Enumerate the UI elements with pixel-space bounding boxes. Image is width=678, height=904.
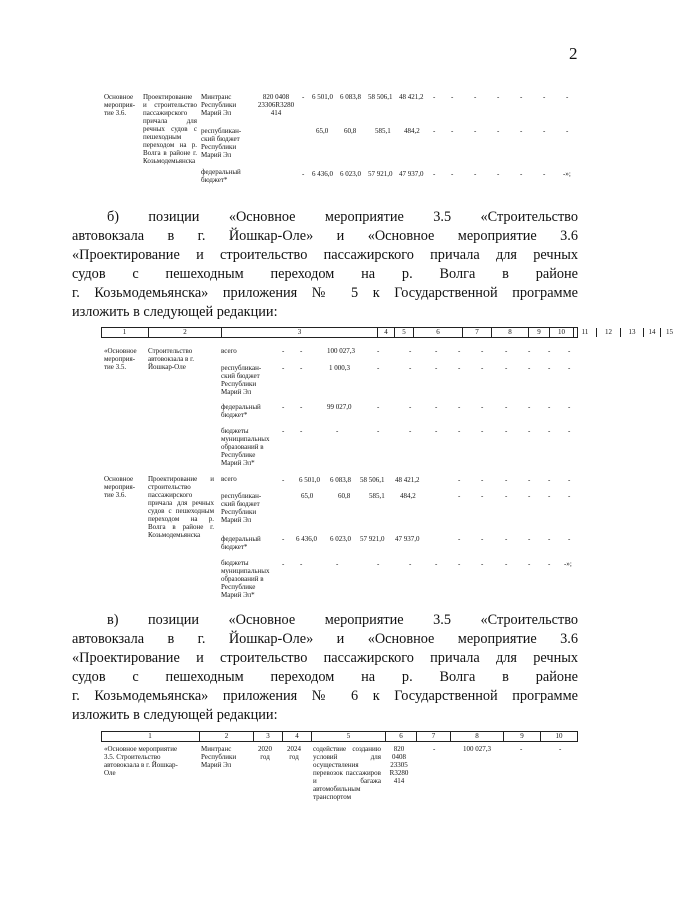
table-empty-dash: - — [300, 560, 303, 568]
table-empty-dash: - — [458, 427, 461, 435]
table-empty-dash: - — [481, 476, 484, 484]
table-header-cell: 7 — [416, 732, 450, 741]
table-cell-value: 6 501,0 — [299, 476, 320, 484]
table-header-cell: 1 — [148, 732, 152, 740]
table-header-cell: 8 — [491, 328, 528, 337]
page-number: 2 — [569, 44, 578, 63]
table-empty-dash: - — [435, 427, 438, 435]
table-cell-value: - — [451, 93, 454, 101]
table-empty-dash: - — [409, 560, 412, 568]
table-cell-value: - — [543, 170, 546, 178]
table-cell-start: 2020 год — [258, 745, 272, 761]
table-empty-dash: - — [568, 476, 571, 484]
table-empty-dash: - — [528, 560, 531, 568]
table-header-cell: 6 — [385, 732, 416, 741]
table-empty-dash: - — [435, 560, 438, 568]
table-empty-dash: - — [481, 347, 484, 355]
table-empty-dash: - — [435, 347, 438, 355]
paragraph-line: судов с пешеходным переходом на р. Волга в районе — [72, 266, 578, 282]
table-empty-dash: - — [505, 427, 508, 435]
table-cell-value: 6 083,8 — [340, 93, 361, 101]
table-empty-dash: - — [458, 403, 461, 411]
table-cell-value: - — [433, 127, 436, 135]
table-header-cell: 2 — [199, 732, 253, 741]
table-empty-dash: - — [282, 347, 285, 355]
paragraph-line: автовокзала в г. Йошкар-Оле» и «Основное мероприятие 3.6 — [72, 228, 578, 244]
table5-header — [101, 327, 673, 338]
table-cell-value: -»; — [563, 170, 571, 178]
table-cell-source: республикан-ский бюджет Республики Марий Эл — [221, 364, 262, 396]
table-cell-value: 65,0 — [301, 492, 314, 500]
table-header-cell: 14 — [643, 328, 660, 337]
table-empty-dash: - — [568, 364, 571, 372]
table-empty-dash: - — [377, 560, 380, 568]
table-empty-dash: - — [409, 403, 412, 411]
table-cell-value: - — [559, 745, 562, 753]
table-header-cell: 4 — [377, 328, 394, 337]
table-cell-value: 57 921,0 — [368, 170, 393, 178]
table-empty-dash: - — [568, 403, 571, 411]
table-cell-value: 60,8 — [344, 127, 357, 135]
table-empty-dash: - — [481, 560, 484, 568]
table-empty-dash: - — [505, 560, 508, 568]
table-empty-dash: - — [548, 403, 551, 411]
table-empty-dash: - — [282, 364, 285, 372]
table-empty-dash: - — [377, 347, 380, 355]
table-empty-dash: - — [377, 364, 380, 372]
table-empty-dash: - — [377, 427, 380, 435]
table-empty-dash: - — [300, 364, 303, 372]
table-cell-value: 1 000,3 — [329, 364, 350, 372]
table-empty-dash: - — [528, 535, 531, 543]
table-empty-dash: - — [282, 476, 285, 484]
table-empty-dash: - — [435, 403, 438, 411]
table-empty-dash: - — [409, 364, 412, 372]
table-cell-code: 820 0408 23305 R3280 414 — [389, 745, 409, 785]
table-empty-dash: - — [458, 476, 461, 484]
table-cell-value: 58 506,1 — [360, 476, 385, 484]
table-header-cell: 13 — [620, 328, 643, 337]
table-cell-code: 820 0408 23306R3280 414 — [257, 93, 295, 117]
table-cell-source: бюджеты муниципальных образований в Республике Марий Эл* — [221, 427, 270, 467]
table-cell-activity: «Основное мероприятие 3.5. Строительство автовокзала в г. Йошкар-Оле — [104, 745, 178, 777]
table-empty-dash: - — [409, 347, 412, 355]
table-end-mark: -»; — [564, 560, 572, 568]
table-cell-value: 57 921,0 — [360, 535, 385, 543]
table-cell-value: 6 083,8 — [330, 476, 351, 484]
table-empty-dash: - — [568, 492, 571, 500]
table-empty-dash: - — [282, 403, 285, 411]
table-empty-dash: - — [481, 427, 484, 435]
paragraph-line: изложить в следующей редакции: — [72, 304, 278, 320]
table-cell-value: - — [520, 93, 523, 101]
table-header-cell: 12 — [596, 328, 620, 337]
table-cell-value: - — [474, 127, 477, 135]
table-header-cell: 3 — [253, 732, 282, 741]
table-cell-source: федеральный бюджет* — [221, 403, 261, 419]
table-cell-source: бюджеты муниципальных образований в Республике Марий Эл* — [221, 559, 270, 599]
table-empty-dash: - — [336, 427, 339, 435]
table-empty-dash: - — [528, 347, 531, 355]
table-empty-dash: - — [548, 364, 551, 372]
table-cell-value: - — [433, 170, 436, 178]
table-empty-dash: - — [300, 347, 303, 355]
table-empty-dash: - — [435, 364, 438, 372]
table-header-cell: 5 — [394, 328, 413, 337]
table-cell-value: 58 506,1 — [368, 93, 393, 101]
table-empty-dash: - — [282, 560, 285, 568]
table-empty-dash: - — [568, 347, 571, 355]
table-header-cell: 4 — [282, 732, 311, 741]
table-cell-name: Проектирование и строительство пассажирского причала для речных судов с пешеходным переходом на р. Волга в районе г. Козьмодемьянска — [148, 475, 214, 539]
paragraph-c — [72, 611, 578, 725]
table-empty-dash: - — [282, 427, 285, 435]
table-cell-source: всего — [221, 475, 237, 483]
table-empty-dash: - — [568, 535, 571, 543]
table-empty-dash: - — [458, 492, 461, 500]
table-cell-value: 6 501,0 — [312, 93, 333, 101]
table-cell-value: - — [433, 93, 436, 101]
table-cell-value: 6 436,0 — [312, 170, 333, 178]
table-cell-source: всего — [221, 347, 237, 355]
table-cell-value: - — [520, 170, 523, 178]
table-empty-dash: - — [458, 364, 461, 372]
table-header-cell: 1 — [122, 328, 127, 336]
table-cell-value: - — [543, 93, 546, 101]
table-empty-dash: - — [505, 535, 508, 543]
table-header-cell: 5 — [311, 732, 385, 741]
table-empty-dash: - — [505, 364, 508, 372]
table-cell-source: федеральный бюджет* — [221, 535, 261, 551]
table-empty-dash: - — [481, 492, 484, 500]
table-cell-value: 65,0 — [316, 127, 329, 135]
table-cell-value: - — [433, 745, 436, 753]
table-empty-dash: - — [548, 476, 551, 484]
table-header-cell: 9 — [528, 328, 549, 337]
table-cell-executor: Минтранс Республики Марий Эл — [201, 93, 237, 117]
table-cell-activity: Основное мероприя-тие 3.6. — [104, 475, 136, 499]
table-empty-dash: - — [336, 560, 339, 568]
table-cell-value: - — [451, 127, 454, 135]
table-empty-dash: - — [300, 427, 303, 435]
table-cell-value: - — [566, 93, 569, 101]
table-empty-dash: - — [458, 347, 461, 355]
table-empty-dash: - — [548, 347, 551, 355]
paragraph-line: г. Козьмодемьянска» приложения № 6 к Государственной программе — [72, 688, 578, 704]
table-cell-value: 60,8 — [338, 492, 351, 500]
table-empty-dash: - — [377, 403, 380, 411]
table-cell-value: 6 023,0 — [330, 535, 351, 543]
table-empty-dash: - — [528, 492, 531, 500]
table-empty-dash: - — [505, 347, 508, 355]
table-empty-dash: - — [282, 535, 285, 543]
paragraph-line: г. Козьмодемьянска» приложения № 5 к Государственной программе — [72, 285, 578, 301]
table-cell-activity: Основное мероприя-тие 3.6. — [104, 93, 136, 117]
table-empty-dash: - — [548, 535, 551, 543]
table-cell-value: 585,1 — [375, 127, 391, 135]
table-cell-value: - — [497, 170, 500, 178]
table-cell-source: федеральный бюджет* — [201, 168, 241, 184]
table-empty-dash: - — [568, 427, 571, 435]
table-header-cell: 7 — [462, 328, 491, 337]
table-empty-dash: - — [548, 427, 551, 435]
table-header-cell: 3 — [221, 328, 377, 337]
table-cell-source: республикан-ский бюджет Республики Марий Эл — [201, 127, 242, 159]
paragraph-line: «Проектирование и строительство пассажирского причала для речных — [72, 650, 578, 666]
table-header-cell: 15 — [660, 328, 678, 337]
table-empty-dash: - — [300, 403, 303, 411]
table-empty-dash: - — [548, 492, 551, 500]
table-cell-value: - — [543, 127, 546, 135]
table-empty-dash: - — [505, 476, 508, 484]
paragraph-line: «Проектирование и строительство пассажирского причала для речных — [72, 247, 578, 263]
table-cell-executor: Минтранс Республики Марий Эл — [201, 745, 237, 769]
table-cell-value: 47 937,0 — [395, 535, 420, 543]
paragraph-line: в) позиции «Основное мероприятие 3.5 «Строительство — [107, 612, 578, 628]
table-empty-dash: - — [481, 403, 484, 411]
table-empty-dash: - — [409, 427, 412, 435]
table-cell-value: 6 436,0 — [296, 535, 317, 543]
table-cell-name: Строительство автовокзала в г. Йошкар-Оле — [148, 347, 194, 371]
table-empty-dash: - — [458, 535, 461, 543]
table-header-cell: 10 — [540, 732, 577, 741]
table-empty-dash: - — [458, 560, 461, 568]
table-cell-value: 484,2 — [400, 492, 416, 500]
table-empty-dash: - — [505, 492, 508, 500]
table-cell-purpose: содействие созданию условий для осуществления перевозок пассажиров и багажа автомобильным транспортом — [313, 745, 381, 801]
table-cell-value: - — [520, 745, 523, 753]
table-header-cell: 8 — [450, 732, 503, 741]
table-empty-dash: - — [548, 560, 551, 568]
table-cell-value: - — [451, 170, 454, 178]
table-cell-value: 100 027,3 — [463, 745, 491, 753]
table-empty-dash: - — [528, 427, 531, 435]
table-cell-value: - — [302, 93, 305, 101]
table-empty-dash: - — [528, 364, 531, 372]
table-cell-value: - — [566, 127, 569, 135]
paragraph-line: изложить в следующей редакции: — [72, 707, 278, 723]
table6-header — [101, 731, 578, 742]
table-cell-value: - — [520, 127, 523, 135]
table-empty-dash: - — [528, 476, 531, 484]
table-cell-value: 48 421,2 — [399, 93, 424, 101]
table-empty-dash: - — [528, 403, 531, 411]
table-cell-name: Проектирование и строительство пассажирского причала для речных судов с пешеходным переходом на р. Волга в районе г. Козьмодемьянска — [143, 93, 197, 165]
table-cell-value: 48 421,2 — [395, 476, 420, 484]
table-header-cell: 2 — [148, 328, 221, 337]
table-cell-value: 6 023,0 — [340, 170, 361, 178]
paragraph-line: автовокзала в г. Йошкар-Оле» и «Основное мероприятие 3.6 — [72, 631, 578, 647]
table-cell-value: 585,1 — [369, 492, 385, 500]
table-cell-end: 2024 год — [287, 745, 301, 761]
table-empty-dash: - — [505, 403, 508, 411]
table-header-cell: 6 — [413, 328, 462, 337]
table-cell-value: 100 027,3 — [327, 347, 355, 355]
table-cell-value: 99 027,0 — [327, 403, 352, 411]
table-cell-activity: «Основное мероприя-тие 3.5. — [104, 347, 137, 371]
table-cell-value: - — [497, 127, 500, 135]
table-cell-source: республикан-ский бюджет Республики Марий Эл — [221, 492, 262, 524]
table-cell-value: 47 937,0 — [399, 170, 424, 178]
table-cell-value: 484,2 — [404, 127, 420, 135]
paragraph-line: б) позиции «Основное мероприятие 3.5 «Строительство — [107, 209, 578, 225]
table-header-cell: 11 — [573, 328, 596, 337]
table-empty-dash: - — [481, 535, 484, 543]
paragraph-line: судов с пешеходным переходом на р. Волга в районе — [72, 669, 578, 685]
table-cell-value: - — [474, 170, 477, 178]
table-cell-value: - — [474, 93, 477, 101]
paragraph-b — [72, 208, 578, 322]
table-empty-dash: - — [481, 364, 484, 372]
table-cell-value: - — [497, 93, 500, 101]
table-cell-value: - — [302, 170, 305, 178]
table-header-cell: 10 — [549, 328, 573, 337]
table-header-cell: 9 — [503, 732, 540, 741]
